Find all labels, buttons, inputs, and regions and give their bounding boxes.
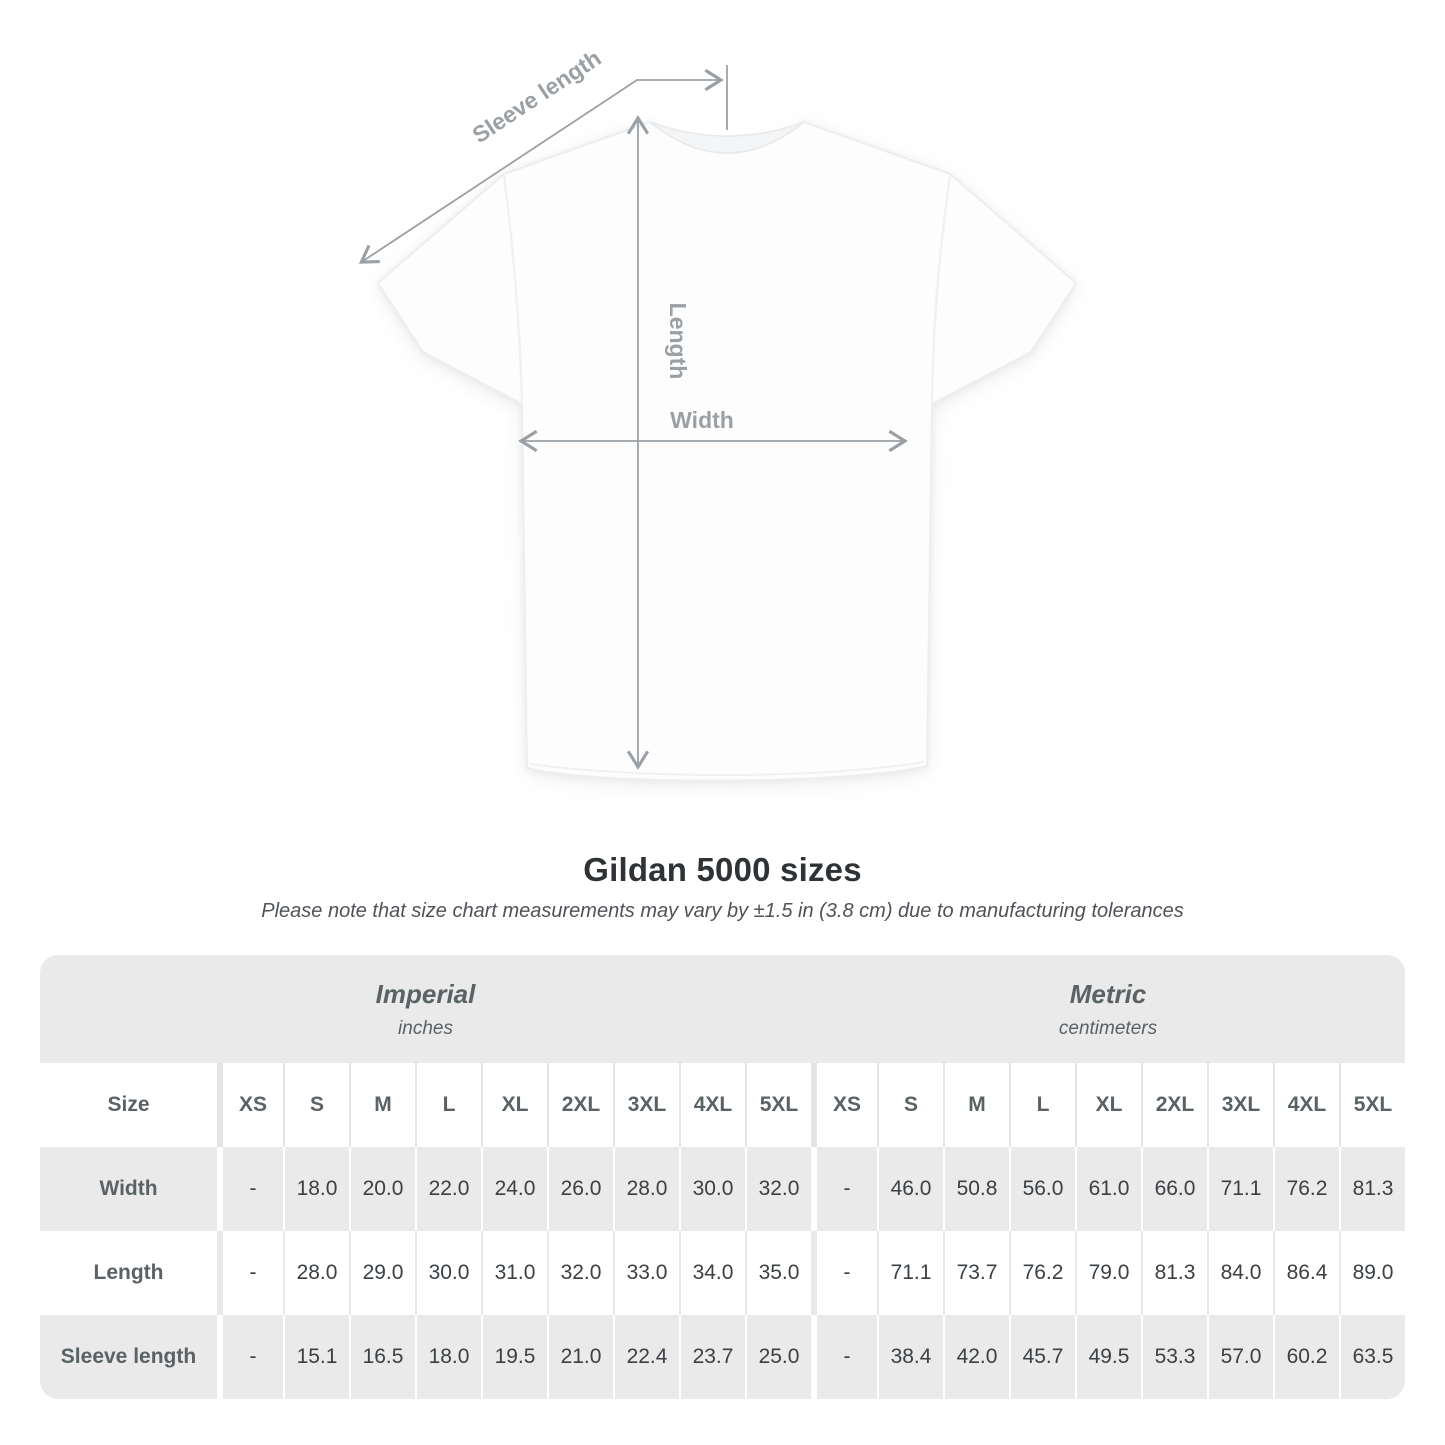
width-metric-s: 46.0 bbox=[877, 1147, 943, 1231]
sleeve-imperial-4xl: 23.7 bbox=[679, 1315, 745, 1399]
size-column-header: Size bbox=[107, 1093, 150, 1116]
width-imperial-xl: 24.0 bbox=[481, 1147, 547, 1231]
sleeve-imperial-xs: - bbox=[217, 1315, 283, 1399]
length-imperial-3xl: 33.0 bbox=[613, 1231, 679, 1315]
col-header-metric-3xl: 3XL bbox=[1207, 1063, 1273, 1147]
length-metric-l: 76.2 bbox=[1009, 1231, 1075, 1315]
length-imperial-s: 28.0 bbox=[283, 1231, 349, 1315]
col-header-imperial-s: S bbox=[283, 1063, 349, 1147]
length-imperial-l: 30.0 bbox=[415, 1231, 481, 1315]
width-imperial-s: 18.0 bbox=[283, 1147, 349, 1231]
col-header-metric-s: S bbox=[877, 1063, 943, 1147]
width-imperial-m: 20.0 bbox=[349, 1147, 415, 1231]
sleeve-metric-2xl: 53.3 bbox=[1141, 1315, 1207, 1399]
col-header-imperial-5xl: 5XL bbox=[745, 1063, 811, 1147]
length-metric-s: 71.1 bbox=[877, 1231, 943, 1315]
imperial-label: Imperial bbox=[375, 978, 476, 1009]
length-imperial-xl: 31.0 bbox=[481, 1231, 547, 1315]
sleeve-imperial-5xl: 25.0 bbox=[745, 1315, 811, 1399]
col-header-metric-4xl: 4XL bbox=[1273, 1063, 1339, 1147]
sleeve-metric-xs: - bbox=[811, 1315, 877, 1399]
size-table bbox=[40, 955, 1405, 1399]
length-metric-xl: 79.0 bbox=[1075, 1231, 1141, 1315]
length-metric-3xl: 84.0 bbox=[1207, 1231, 1273, 1315]
col-header-imperial-l: L bbox=[415, 1063, 481, 1147]
width-imperial-5xl: 32.0 bbox=[745, 1147, 811, 1231]
width-imperial-3xl: 28.0 bbox=[613, 1147, 679, 1231]
table-row-length bbox=[40, 1231, 1405, 1315]
length-imperial-5xl: 35.0 bbox=[745, 1231, 811, 1315]
width-imperial-4xl: 30.0 bbox=[679, 1147, 745, 1231]
sleeve-metric-l: 45.7 bbox=[1009, 1315, 1075, 1399]
width-metric-xs: - bbox=[811, 1147, 877, 1231]
col-header-imperial-2xl: 2XL bbox=[547, 1063, 613, 1147]
length-imperial-m: 29.0 bbox=[349, 1231, 415, 1315]
length-metric-5xl: 89.0 bbox=[1339, 1231, 1405, 1315]
width-imperial-2xl: 26.0 bbox=[547, 1147, 613, 1231]
row-label-sleeve-length: Sleeve length bbox=[60, 1345, 197, 1368]
imperial-unit: inches bbox=[398, 1017, 453, 1039]
width-metric-2xl: 66.0 bbox=[1141, 1147, 1207, 1231]
col-header-metric-xl: XL bbox=[1075, 1063, 1141, 1147]
sleeve-metric-4xl: 60.2 bbox=[1273, 1315, 1339, 1399]
metric-group-header bbox=[811, 979, 1405, 1040]
length-imperial-2xl: 32.0 bbox=[547, 1231, 613, 1315]
sleeve-metric-m: 42.0 bbox=[943, 1315, 1009, 1399]
metric-unit: centimeters bbox=[1058, 1017, 1158, 1039]
sleeve-imperial-xl: 19.5 bbox=[481, 1315, 547, 1399]
col-header-imperial-xs: XS bbox=[217, 1063, 283, 1147]
tshirt-body bbox=[378, 122, 1076, 781]
unit-group-band bbox=[40, 955, 1405, 1063]
sleeve-metric-s: 38.4 bbox=[877, 1315, 943, 1399]
sleeve-imperial-s: 15.1 bbox=[283, 1315, 349, 1399]
row-label-width: Width bbox=[99, 1177, 158, 1200]
sleeve-imperial-2xl: 21.0 bbox=[547, 1315, 613, 1399]
sleeve-metric-3xl: 57.0 bbox=[1207, 1315, 1273, 1399]
length-imperial-4xl: 34.0 bbox=[679, 1231, 745, 1315]
length-imperial-xs: - bbox=[217, 1231, 283, 1315]
tolerance-note: Please note that size chart measurements may vary by ±1.5 in (3.8 cm) due to manufacturing tolerances bbox=[261, 900, 1184, 922]
width-metric-xl: 61.0 bbox=[1075, 1147, 1141, 1231]
col-header-imperial-4xl: 4XL bbox=[679, 1063, 745, 1147]
width-imperial-xs: - bbox=[217, 1147, 283, 1231]
col-header-imperial-3xl: 3XL bbox=[613, 1063, 679, 1147]
table-row-width bbox=[40, 1147, 1405, 1231]
metric-label: Metric bbox=[1069, 978, 1147, 1009]
width-metric-l: 56.0 bbox=[1009, 1147, 1075, 1231]
sleeve-imperial-3xl: 22.4 bbox=[613, 1315, 679, 1399]
width-label: Width bbox=[670, 407, 734, 433]
row-label-length: Length bbox=[93, 1261, 164, 1284]
width-imperial-l: 22.0 bbox=[415, 1147, 481, 1231]
length-metric-m: 73.7 bbox=[943, 1231, 1009, 1315]
col-header-imperial-m: M bbox=[349, 1063, 415, 1147]
sleeve-metric-xl: 49.5 bbox=[1075, 1315, 1141, 1399]
width-metric-m: 50.8 bbox=[943, 1147, 1009, 1231]
table-row-sleeve-length bbox=[40, 1315, 1405, 1399]
sleeve-metric-5xl: 63.5 bbox=[1339, 1315, 1405, 1399]
col-header-metric-2xl: 2XL bbox=[1141, 1063, 1207, 1147]
size-header-row bbox=[40, 1063, 1405, 1147]
length-metric-xs: - bbox=[811, 1231, 877, 1315]
page-title: Gildan 5000 sizes bbox=[583, 851, 862, 888]
width-metric-4xl: 76.2 bbox=[1273, 1147, 1339, 1231]
col-header-metric-m: M bbox=[943, 1063, 1009, 1147]
sleeve-imperial-l: 18.0 bbox=[415, 1315, 481, 1399]
length-metric-2xl: 81.3 bbox=[1141, 1231, 1207, 1315]
length-label: Length bbox=[665, 302, 691, 380]
sleeve-length-label: Sleeve length bbox=[467, 44, 606, 149]
col-header-metric-xs: XS bbox=[811, 1063, 877, 1147]
width-metric-5xl: 81.3 bbox=[1339, 1147, 1405, 1231]
tshirt-illustration bbox=[378, 122, 1076, 781]
imperial-group-header bbox=[40, 979, 811, 1040]
sleeve-imperial-m: 16.5 bbox=[349, 1315, 415, 1399]
width-metric-3xl: 71.1 bbox=[1207, 1147, 1273, 1231]
col-header-metric-l: L bbox=[1009, 1063, 1075, 1147]
col-header-metric-5xl: 5XL bbox=[1339, 1063, 1405, 1147]
length-metric-4xl: 86.4 bbox=[1273, 1231, 1339, 1315]
col-header-imperial-xl: XL bbox=[481, 1063, 547, 1147]
